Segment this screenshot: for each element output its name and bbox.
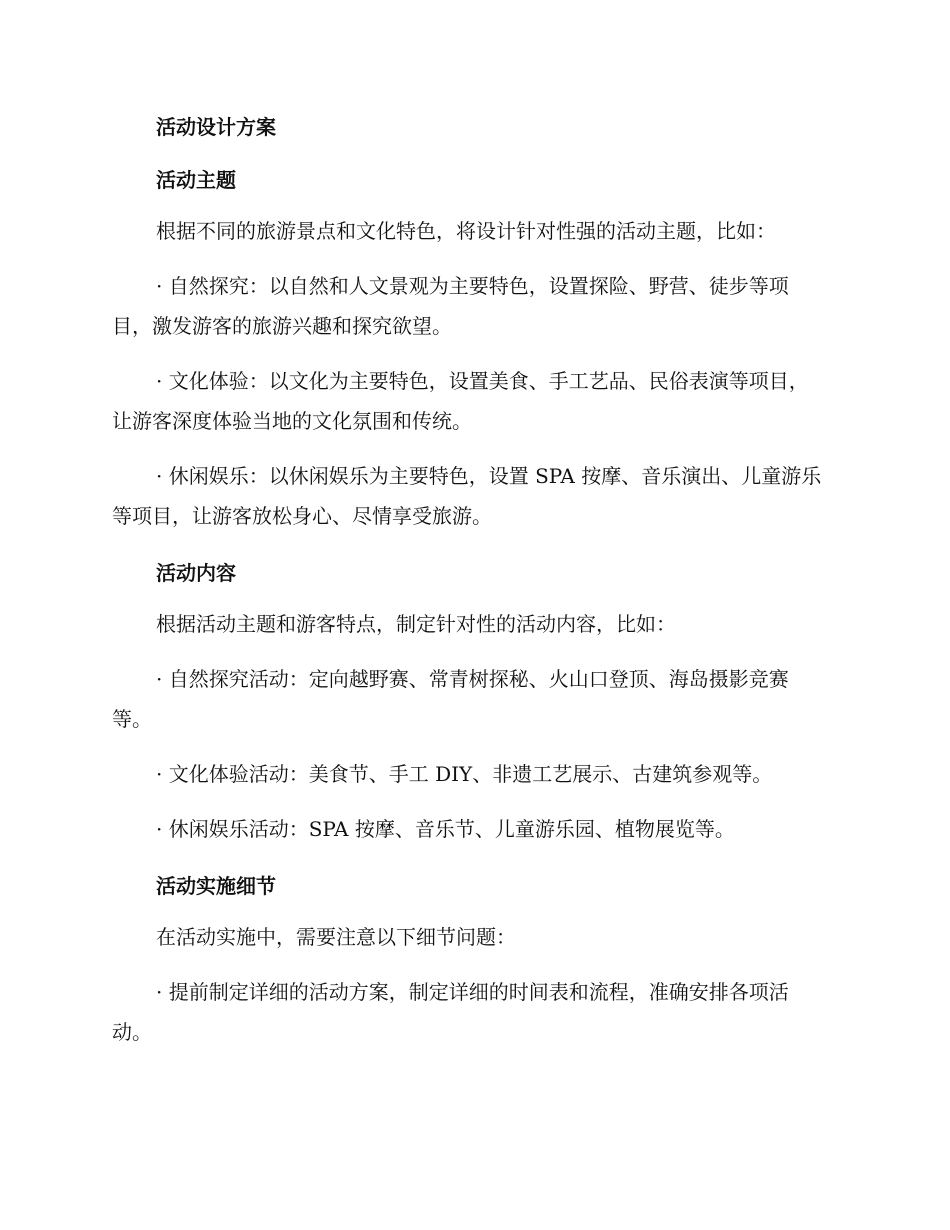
document-page bbox=[112, 105, 828, 1067]
paragraph-content-intro: 根据活动主题和游客特点，制定针对性的活动内容，比如： bbox=[156, 612, 676, 636]
section-heading-implementation: 活动实施细节 bbox=[156, 874, 276, 898]
bullet-culture-experience: · 文化体验：以文化为主要特色，设置美食、手工艺品、民俗表演等项目，让游客深度体验当地的文化氛围和传统。 bbox=[112, 369, 809, 433]
section-heading-theme: 活动主题 bbox=[156, 168, 236, 192]
bullet-leisure-entertainment: · 休闲娱乐：以休闲娱乐为主要特色，设置 SPA 按摩、音乐演出、儿童游乐等项目，让游客放松身心、尽情享受旅游。 bbox=[112, 464, 822, 528]
paragraph-theme-intro: 根据不同的旅游景点和文化特色，将设计针对性强的活动主题，比如： bbox=[156, 219, 776, 243]
section-heading-content: 活动内容 bbox=[156, 561, 236, 585]
bullet-plan-ahead: · 提前制定详细的活动方案，制定详细的时间表和流程，准确安排各项活动。 bbox=[112, 980, 789, 1044]
bullet-nature-exploration: · 自然探究：以自然和人文景观为主要特色，设置探险、野营、徒步等项目，激发游客的旅游兴趣和探究欲望。 bbox=[112, 274, 789, 338]
bullet-leisure-activities: · 休闲娱乐活动：SPA 按摩、音乐节、儿童游乐园、植物展览等。 bbox=[156, 817, 735, 841]
section-heading-design-plan: 活动设计方案 bbox=[156, 115, 276, 139]
bullet-nature-activities: · 自然探究活动：定向越野赛、常青树探秘、火山口登顶、海岛摄影竞赛等。 bbox=[112, 667, 789, 731]
paragraph-implementation-intro: 在活动实施中，需要注意以下细节问题： bbox=[156, 925, 516, 949]
bullet-culture-activities: · 文化体验活动：美食节、手工 DIY、非遗工艺展示、古建筑参观等。 bbox=[156, 762, 773, 786]
